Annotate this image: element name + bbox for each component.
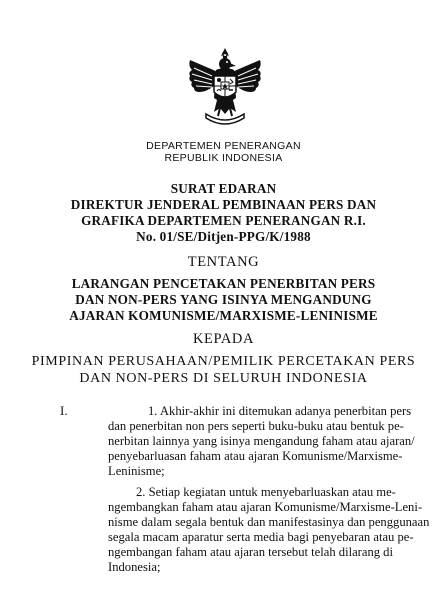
section-number: I. xyxy=(60,403,68,418)
title-line: DIREKTUR JENDERAL PEMBINAAN PERS DAN xyxy=(70,197,377,212)
title-line: GRAFIKA DEPARTEMEN PENERANGAN R.I. xyxy=(81,213,366,228)
recipient-line: DAN NON-PERS DI SELURUH INDONESIA xyxy=(79,371,368,386)
paragraph-line: Leninisme; xyxy=(108,463,165,478)
title-line: SURAT EDARAN xyxy=(170,181,277,196)
recipient xyxy=(0,353,447,387)
paragraph-line: penyebarluasan faham atau ajaran Komunisme/Marxisme- xyxy=(108,448,403,463)
recipient-label: KEPADA xyxy=(192,331,255,347)
paragraph-line: nisme dalam segala bentuk dan manifestasinya dan penggunaan xyxy=(108,514,430,529)
republic-name: REPUBLIK INDONESIA xyxy=(164,152,283,164)
paragraph-2 xyxy=(108,485,430,574)
letter-number: No. 01/SE/Ditjen-PPG/K/1988 xyxy=(136,229,311,244)
letter-subject xyxy=(0,276,447,324)
paragraph-number: 1. xyxy=(148,404,158,418)
paragraph-line: Setiap kegiatan untuk menyebarluaskan atau me- xyxy=(148,485,396,499)
letter-title xyxy=(0,181,447,245)
garuda-pancasila-emblem-icon xyxy=(184,46,266,130)
paragraph-line: Indonesia; xyxy=(108,559,161,574)
subject-line: AJARAN KOMUNISME/MARXISME-LENINISME xyxy=(69,308,378,323)
paragraph-line: dan penerbitan non pers seperti buku-buku atau bentuk pe- xyxy=(108,418,404,433)
subject-line: DAN NON-PERS YANG ISINYA MENGANDUNG xyxy=(75,292,372,307)
paragraph-line: nerbitan lainnya yang isinya mengandung faham atau ajaran/ xyxy=(108,433,415,448)
about-label: TENTANG xyxy=(187,254,260,270)
department-name: DEPARTEMEN PENERANGAN xyxy=(146,140,301,152)
recipient-line: PIMPINAN PERUSAHAAN/PEMILIK PERCETAKAN PERS xyxy=(31,354,416,369)
paragraph-line: ngembangan faham atau ajaran tersebut telah dilarang di xyxy=(108,544,393,559)
paragraph-line: segala macam aparatur serta media bagi penyebaran atau pe- xyxy=(108,529,414,544)
paragraph-1 xyxy=(108,404,420,479)
paragraph-number: 2. xyxy=(136,485,146,499)
subject-line: LARANGAN PENCETAKAN PENERBITAN PERS xyxy=(71,276,376,291)
paragraph-line: Akhir-akhir ini ditemukan adanya penerbitan pers xyxy=(159,404,412,418)
paragraph-line: ngembangkan faham atau ajaran Komunisme/Marxisme-Leni- xyxy=(108,499,423,514)
